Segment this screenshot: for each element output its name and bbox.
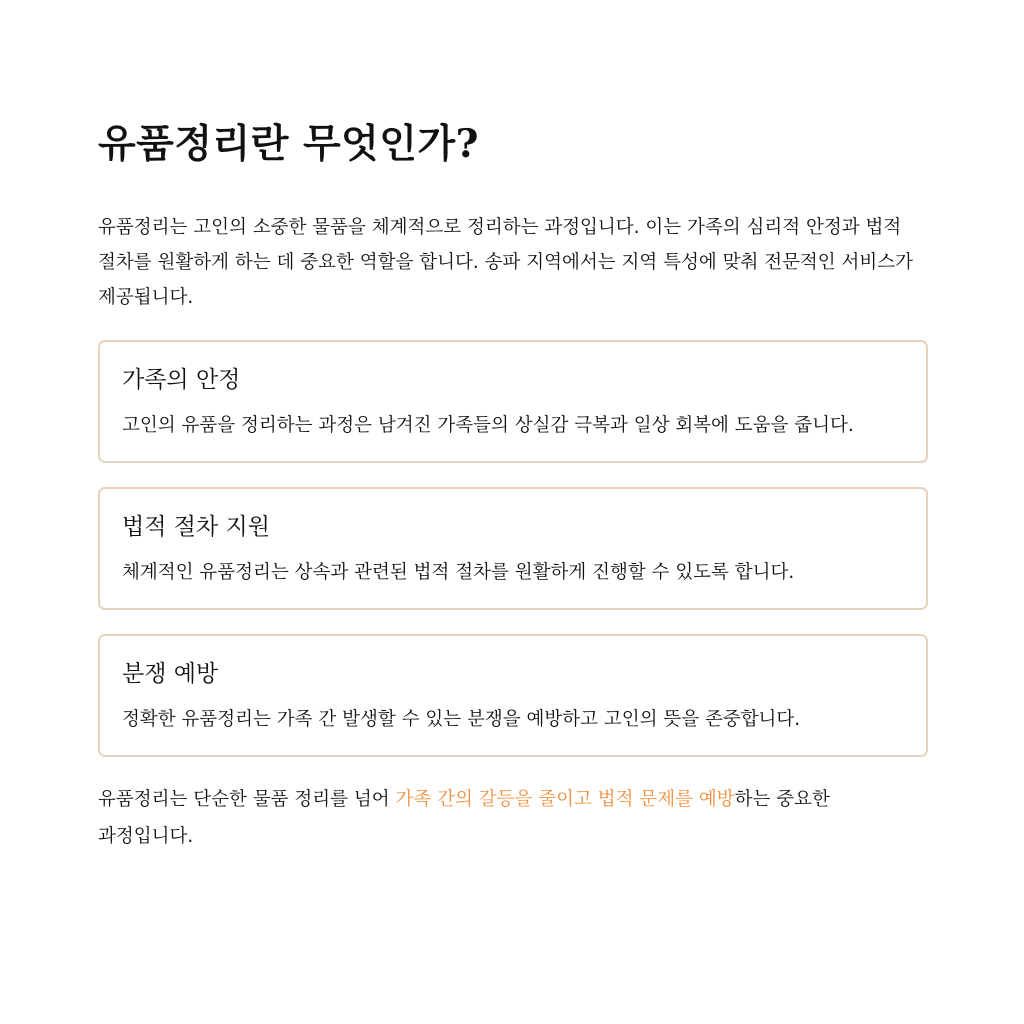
conclusion-text-after: 하는 중요한 과정입니다. (98, 789, 830, 847)
conclusion-text-before: 유품정리는 단순한 물품 정리를 넘어 (98, 789, 396, 810)
card-title: 법적 절차 지원 (122, 514, 270, 540)
card-title: 가족의 안정 (122, 367, 241, 393)
page-title: 유품정리란 무엇인가? (98, 121, 479, 167)
conclusion-highlight: 가족 간의 갈등을 줄이고 법적 문제를 예방 (395, 789, 735, 810)
intro-paragraph: 유품정리는 고인의 소중한 물품을 체계적으로 정리하는 과정입니다. 이는 가족의 심리적 안정과 법적 절차를 원활하게 하는 데 중요한 역할을 합니다. 송파 지역에서는 지역 특성에 맞춰 전문적인 서비스가 제공됩니다. (98, 217, 914, 308)
document-page (98, 118, 928, 855)
card-text: 정확한 유품정리는 가족 간 발생할 수 있는 분쟁을 예방하고 고인의 뜻을 존중합니다. (122, 709, 801, 730)
card-text: 고인의 유품을 정리하는 과정은 남겨진 가족들의 상실감 극복과 일상 회복에 도움을 줍니다. (122, 415, 854, 436)
card-title: 분쟁 예방 (122, 661, 219, 687)
card-dispute-prevention (98, 634, 928, 757)
card-legal-support (98, 487, 928, 610)
conclusion-paragraph (98, 781, 928, 855)
card-text: 체계적인 유품정리는 상속과 관련된 법적 절차를 원활하게 진행할 수 있도록 합니다. (122, 562, 795, 583)
card-family-stability (98, 340, 928, 463)
